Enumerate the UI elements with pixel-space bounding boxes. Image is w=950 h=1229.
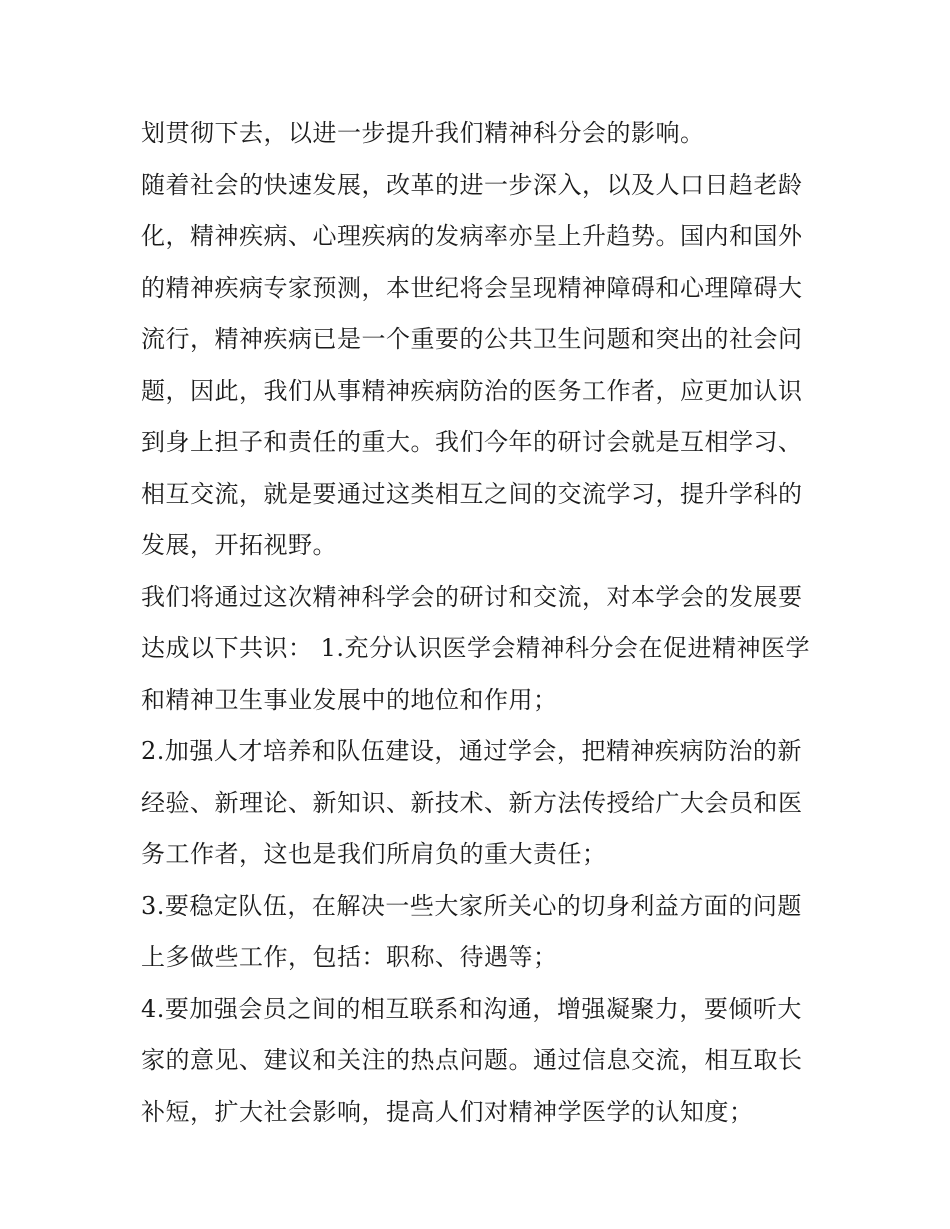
text-line: 到身上担子和责任的重大。我们今年的研讨会就是互相学习、	[141, 428, 803, 456]
text-line: 补短，扩大社会影响，提高人们对精神学医学的认知度；	[141, 1097, 754, 1126]
text-line: 的精神疾病专家预测，本世纪将会呈现精神障碍和心理障碍大	[141, 273, 803, 302]
text-line: 我们将通过这次精神科学会的研讨和交流，对本学会的发展要	[141, 582, 803, 611]
text-line: 3.要稳定队伍，在解决一些大家所关心的切身利益方面的问题	[141, 891, 802, 920]
text-line: 发展，开拓视野。	[141, 531, 337, 559]
text-line: 家的意见、建议和关注的热点问题。通过信息交流，相互取长	[141, 1046, 803, 1074]
text-line: 2.加强人才培养和队伍建设，通过学会，把精神疾病防治的新	[141, 737, 802, 765]
text-line: 达成以下共识： 1.充分认识医学会精神科分会在促进精神医学	[141, 634, 811, 662]
text-line: 题，因此，我们从事精神疾病防治的医务工作者，应更加认识	[141, 376, 803, 405]
text-line: 上多做些工作，包括：职称、待遇等；	[141, 943, 558, 971]
text-line: 划贯彻下去，以进一步提升我们精神科分会的影响。	[141, 119, 705, 147]
document-body	[141, 108, 816, 1138]
text-line: 化，精神疾病、心理疾病的发病率亦呈上升趋势。国内和国外	[141, 222, 803, 250]
text-line: 经验、新理论、新知识、新技术、新方法传授给广大会员和医	[141, 788, 803, 817]
text-line: 流行，精神疾病已是一个重要的公共卫生问题和突出的社会问	[141, 325, 803, 353]
text-line: 4.要加强会员之间的相互联系和沟通，增强凝聚力，要倾听大	[141, 994, 802, 1023]
text-line: 相互交流，就是要通过这类相互之间的交流学习，提升学科的	[141, 479, 803, 508]
text-line: 随着社会的快速发展，改革的进一步深入，以及人口日趋老龄	[141, 170, 803, 199]
text-line: 务工作者，这也是我们所肩负的重大责任；	[141, 840, 607, 868]
text-line: 和精神卫生事业发展中的地位和作用；	[141, 685, 558, 714]
